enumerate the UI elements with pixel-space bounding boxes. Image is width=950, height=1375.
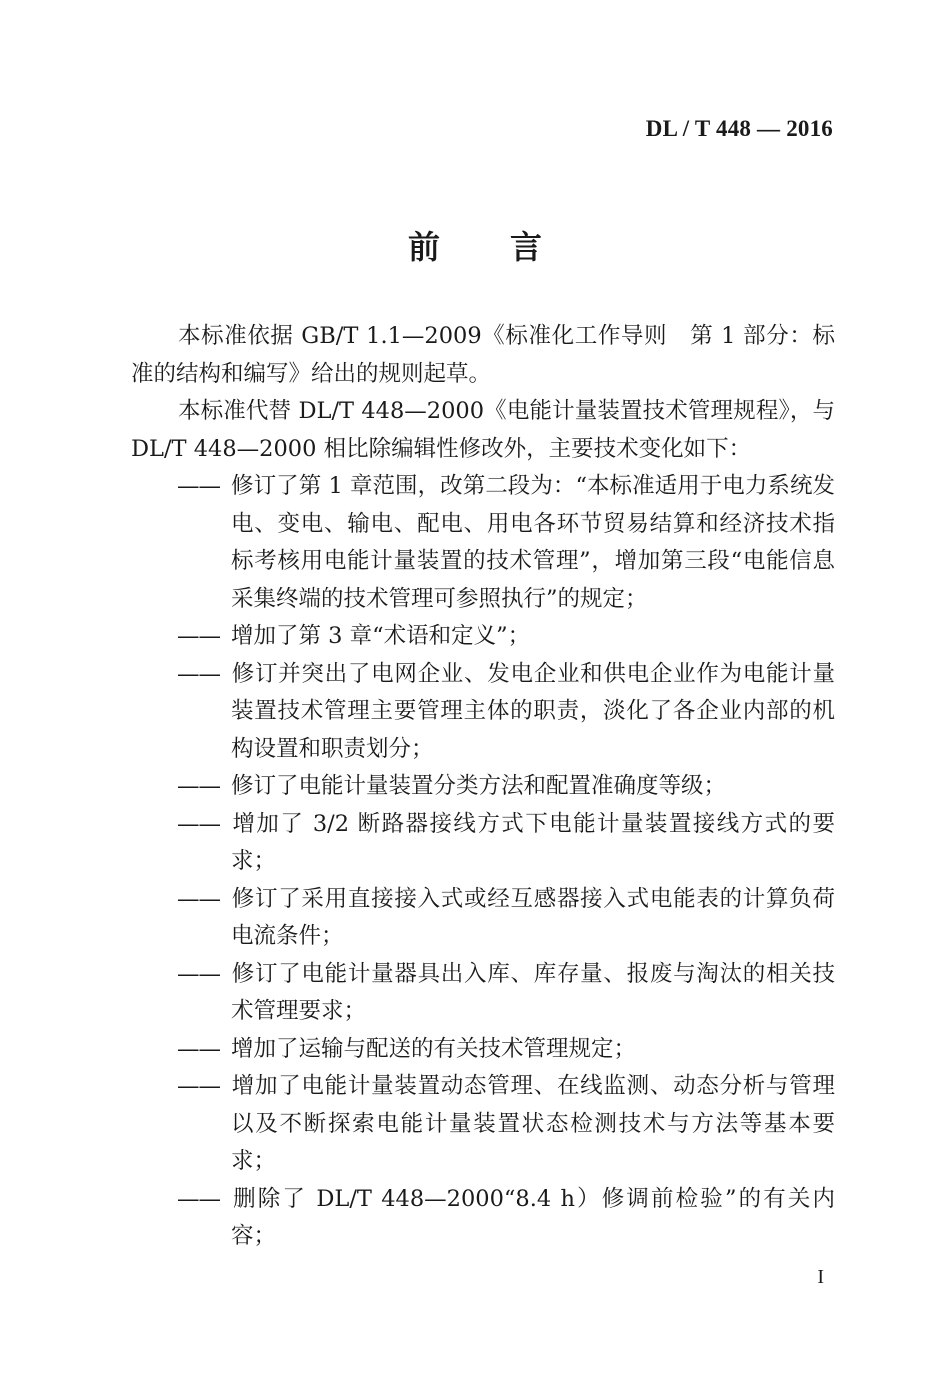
standard-code: DL / T 448 — 2016 xyxy=(645,116,833,141)
list-item-text: 修订了第 1 章范围，改第二段为：“本标准适用于电力系统发电、变电、输电、配电、用电各环节贸易结算和经济技术指标考核用电能计量装置的技术管理”，增加第三段“电能信息采集终端的技术管理可参照执行”的规定； xyxy=(231,473,835,612)
foreword-body xyxy=(131,318,835,1256)
list-dash: —— xyxy=(177,885,220,912)
page-number: I xyxy=(817,1266,824,1288)
list-dash: —— xyxy=(177,1035,220,1062)
list-item xyxy=(131,468,835,618)
list-item xyxy=(131,656,835,769)
list-item-text: 增加了运输与配送的有关技术管理规定； xyxy=(231,1035,637,1062)
list-item xyxy=(131,806,835,881)
list-dash: —— xyxy=(177,1073,220,1099)
list-item xyxy=(131,1181,835,1256)
list-item xyxy=(131,768,835,806)
list-item xyxy=(131,881,835,956)
list-dash: —— xyxy=(177,623,220,649)
list-item-text: 增加了电能计量装置动态管理、在线监测、动态分析与管理以及不断探索电能计量装置状态检测技术与方法等基本要求； xyxy=(231,1073,835,1174)
list-item xyxy=(131,956,835,1031)
list-item xyxy=(131,1031,835,1069)
paragraph-basis: 本标准依据 GB/T 1.1—2009《标准化工作导则 第 1 部分：标准的结构和编写》给出的规则起草。 xyxy=(131,323,835,387)
list-item-text: 修订并突出了电网企业、发电企业和供电企业作为电能计量装置技术管理主要管理主体的职责，淡化了各企业内部的机构设置和职责划分； xyxy=(231,660,835,762)
section-title: 前言 xyxy=(407,228,612,266)
list-dash: —— xyxy=(177,473,220,499)
list-item-text: 增加了 3/2 断路器接线方式下电能计量装置接线方式的要求； xyxy=(231,810,835,874)
list-dash: —— xyxy=(177,660,220,687)
list-dash: —— xyxy=(177,1185,220,1212)
list-dash: —— xyxy=(177,810,220,837)
list-item xyxy=(131,618,835,656)
list-dash: —— xyxy=(177,960,220,987)
list-item-text: 修订了电能计量器具出入库、库存量、报废与淘汰的相关技术管理要求； xyxy=(231,960,835,1024)
list-item-text: 修订了采用直接接入式或经互感器接入式电能表的计算负荷电流条件； xyxy=(231,885,835,949)
paragraph-replacement: 本标准代替 DL/T 448—2000《电能计量装置技术管理规程》，与 DL/T 448—2000 相比除编辑性修改外，主要技术变化如下： xyxy=(131,398,835,462)
list-item-text: 修订了电能计量装置分类方法和配置准确度等级； xyxy=(231,773,727,799)
list-dash: —— xyxy=(177,773,220,799)
list-item-text: 增加了第 3 章“术语和定义”； xyxy=(231,623,531,649)
list-item-text: 删除了 DL/T 448—2000“8.4 h）修调前检验”的有关内容； xyxy=(231,1185,835,1249)
list-item xyxy=(131,1068,835,1181)
